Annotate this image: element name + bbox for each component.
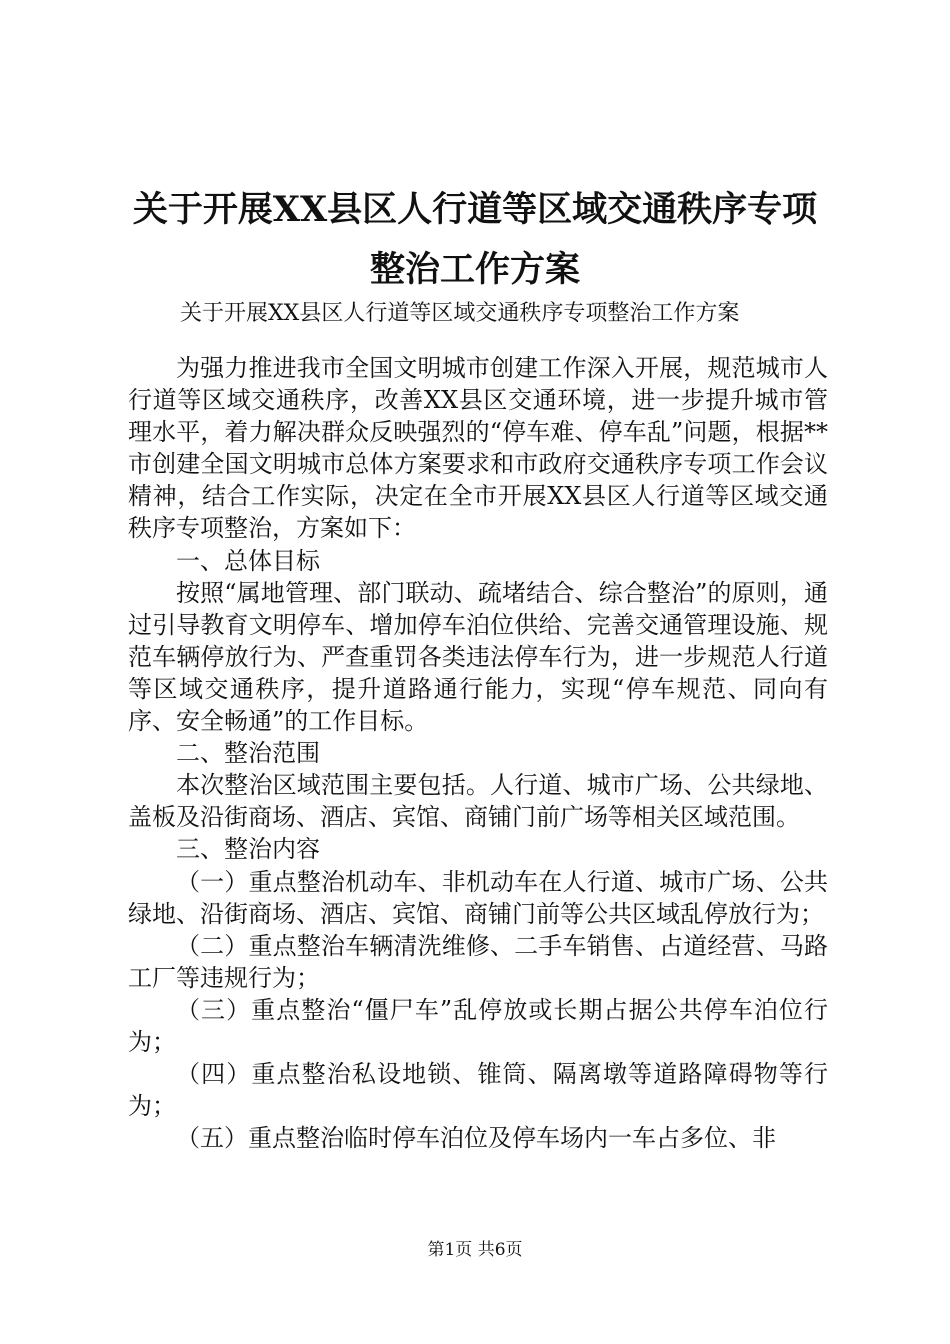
document-body: [128, 352, 828, 1154]
page-footer: 第1页 共6页: [427, 1240, 523, 1260]
list-item-5: （五）重点整治临时停车泊位及停车场内一车占多位、非: [176, 1124, 776, 1153]
document-subtitle: 关于开展XX县区人行道等区域交通秩序专项整治工作方案: [180, 301, 740, 326]
paragraph-scope: 本次整治区域范围主要包括。人行道、城市广场、公共绿地、盖板及沿街商场、酒店、宾馆、商铺门前广场等相关区域范围。: [128, 771, 828, 832]
list-item-2: （二）重点整治车辆清洗维修、二手车销售、占道经营、马路工厂等违规行为；: [128, 931, 828, 992]
list-item-1: （一）重点整治机动车、非机动车在人行道、城市广场、公共绿地、沿街商场、酒店、宾馆、商铺门前等公共区域乱停放行为；: [128, 867, 828, 928]
section-heading-scope: 二、整治范围: [176, 739, 320, 768]
section-heading-content: 三、整治内容: [176, 835, 320, 864]
section-heading-goal: 一、总体目标: [176, 546, 320, 575]
list-item-4: （四）重点整治私设地锁、锥筒、隔离墩等道路障碍物等行为；: [128, 1060, 828, 1121]
list-item-3: （三）重点整治“僵尸车”乱停放或长期占据公共停车泊位行为；: [128, 995, 828, 1056]
paragraph-goal: 按照“属地管理、部门联动、疏堵结合、综合整治”的原则，通过引导教育文明停车、增加停车泊位供给、完善交通管理设施、规范车辆停放行为、严查重罚各类违法停车行为，进一步规范人行道等区域交通秩序，提升道路通行能力，实现“停车规范、同向有序、安全畅通”的工作目标。: [128, 578, 828, 736]
paragraph-intro: 为强力推进我市全国文明城市创建工作深入开展，规范城市人行道等区域交通秩序，改善XX县区交通环境，进一步提升城市管理水平，着力解决群众反映强烈的“停车难、停车乱”问题，根据**市创建全国文明城市总体方案要求和市政府交通秩序专项工作会议精神，结合工作实际，决定在全市开展XX县区人行道等区域交通秩序专项整治，方案如下：: [128, 354, 828, 543]
document-title-line1: 关于开展XX县区人行道等区域交通秩序专项: [132, 189, 818, 230]
document-title-line2: 整治工作方案: [369, 249, 580, 290]
